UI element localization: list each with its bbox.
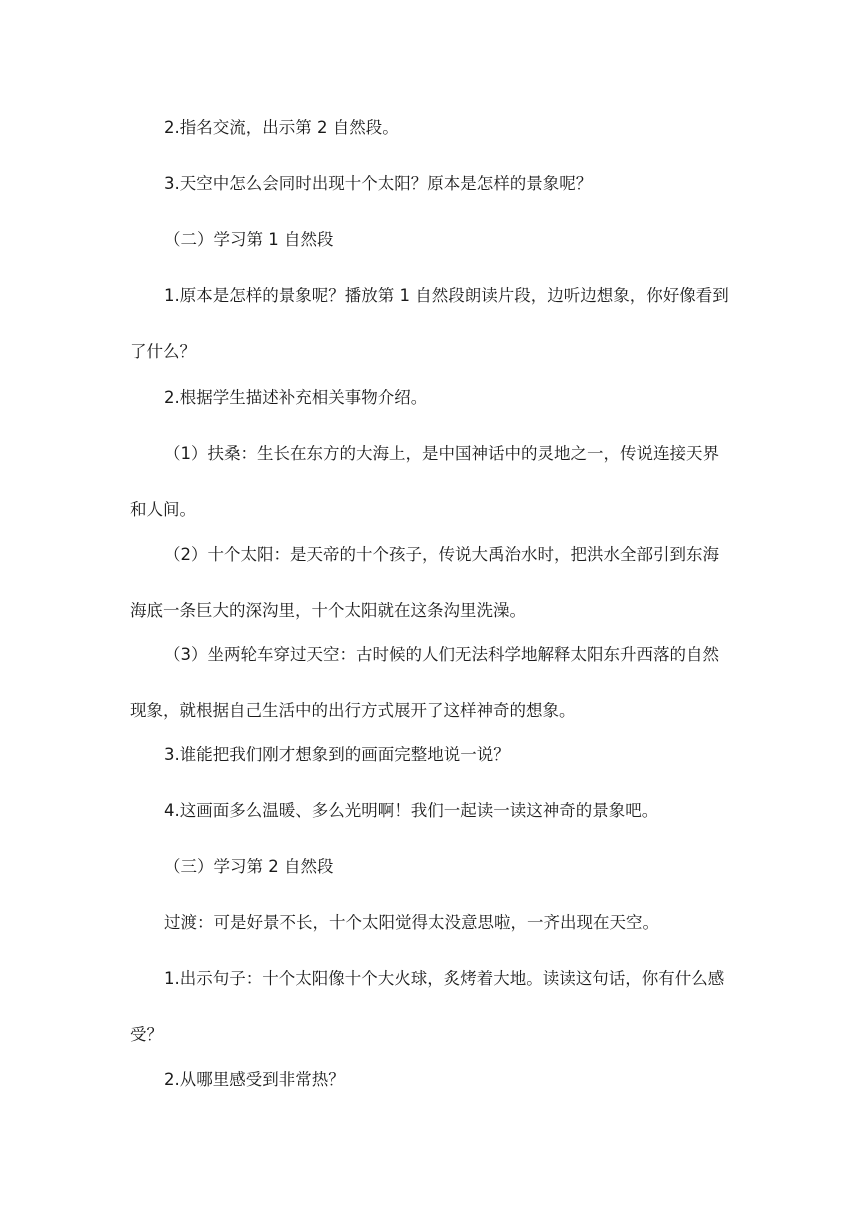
paragraph-12: 2.从哪里感受到非常热？	[164, 1070, 345, 1089]
section-heading-3: （三）学习第 2 自然段	[164, 857, 334, 876]
section-heading-2: （二）学习第 1 自然段	[164, 230, 334, 249]
paragraph-5: （1）扶桑：生长在东方的大海上，是中国神话中的灵地之一，传说连接天界和人间。	[130, 444, 719, 519]
paragraph-6: （2）十个太阳：是天帝的十个孩子，传说大禹治水时，把洪水全部引到东海海底一条巨大的深沟里，十个太阳就在这条沟里洗澡。	[130, 545, 719, 620]
paragraph-8: 3.谁能把我们刚才想象到的画面完整地说一说？	[164, 745, 510, 764]
paragraph-10: 过渡：可是好景不长，十个太阳觉得太没意思啦，一齐出现在天空。	[164, 913, 659, 932]
paragraph-2: 3.天空中怎么会同时出现十个太阳？原本是怎样的景象呢？	[164, 174, 593, 193]
paragraph-9: 4.这画面多么温暖、多么光明啊！我们一起读一读这神奇的景象吧。	[164, 801, 659, 820]
paragraph-11: 1.出示句子：十个太阳像十个大火球，炙烤着大地。读读这句话，你有什么感受？	[130, 969, 725, 1044]
paragraph-4: 2.根据学生描述补充相关事物介绍。	[164, 388, 428, 407]
paragraph-3: 1.原本是怎样的景象呢？播放第 1 自然段朗读片段，边听边想象，你好像看到了什么？	[130, 286, 729, 361]
paragraph-1: 2.指名交流，出示第 2 自然段。	[164, 118, 399, 137]
paragraph-7: （3）坐两轮车穿过天空：古时候的人们无法科学地解释太阳东升西落的自然现象，就根据自己生活中的出行方式展开了这样神奇的想象。	[130, 645, 719, 720]
